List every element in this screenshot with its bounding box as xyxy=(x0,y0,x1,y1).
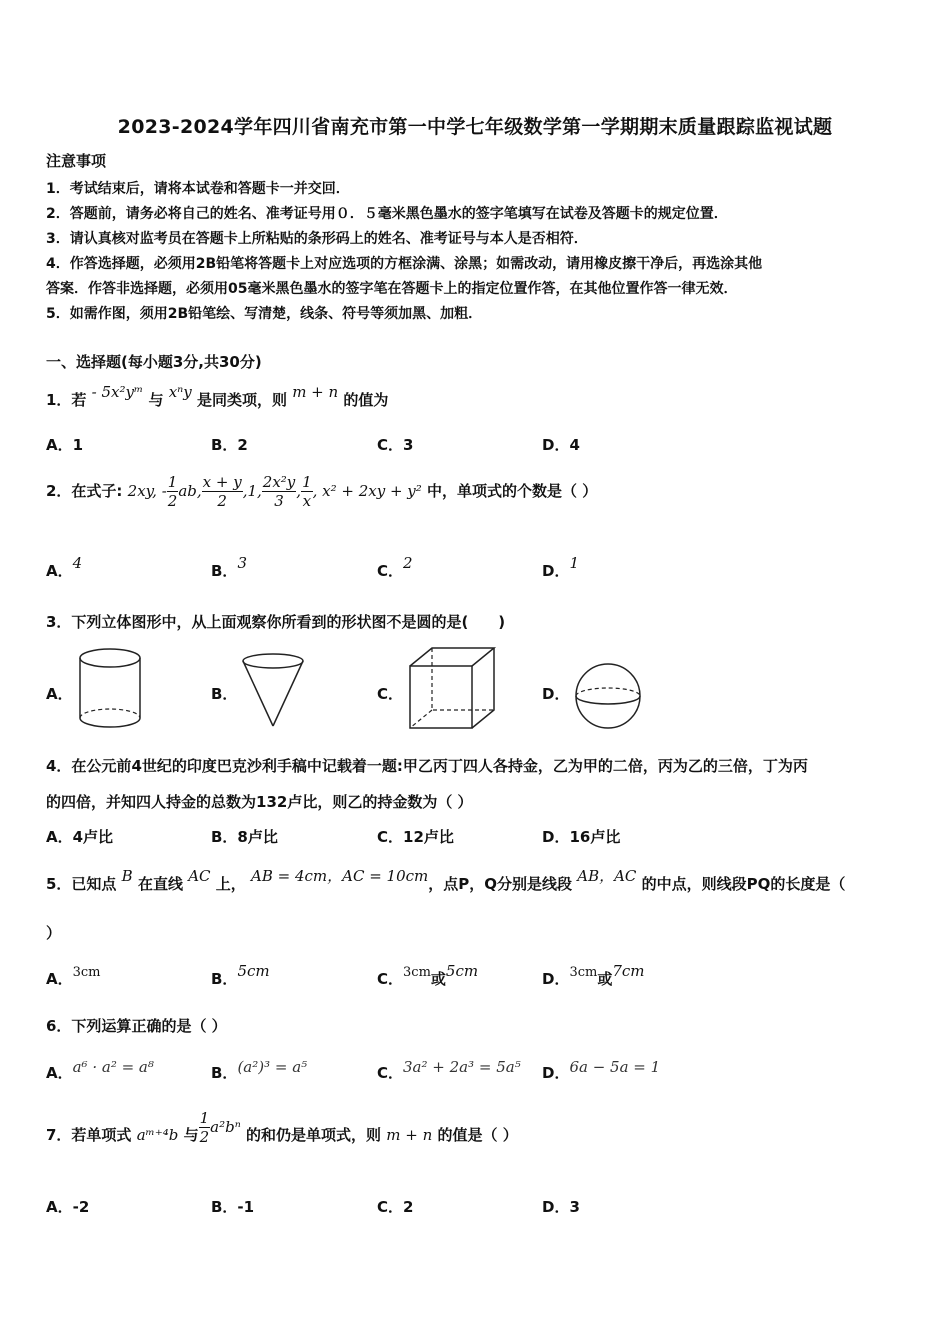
q3-option-a: A． xyxy=(46,685,73,703)
q5-text-2: 上， xyxy=(215,875,246,893)
q7-suffix: 的值是（ ） xyxy=(437,1126,518,1144)
question-6: 6．下列运算正确的是（ ） xyxy=(46,1017,227,1035)
q1-mid-2: 是同类项，则 xyxy=(196,391,287,409)
q2-suffix: 中，单项式的个数是（ ） xyxy=(427,482,598,500)
q5-option-c-value-2: 5cm xyxy=(445,962,479,980)
q7-expr-3: m + n xyxy=(386,1126,433,1144)
notice-line: 4．作答选择题，必须用2B铅笔将答题卡上对应选项的方框涂满、涂黑；如需改动，请用橡皮擦干净后，再选涂其他 xyxy=(46,256,763,272)
q4-option-a: A．4卢比 xyxy=(46,828,114,846)
q2-option-a-letter: A． xyxy=(46,562,73,580)
q3-option-b: B． xyxy=(211,685,238,703)
q2-expr-c: ,1, xyxy=(242,482,262,500)
notice-line: 答案．作答非选择题，必须用05毫米黑色墨水的签字笔在答题卡上的指定位置作答，在其他位置作答一律无效． xyxy=(46,281,738,297)
q4-option-c: C．12卢比 xyxy=(377,828,454,846)
q1-expr-1: - 5x²yᵐ xyxy=(91,383,144,401)
q6-option-a-value: a⁶ · a² = a⁸ xyxy=(72,1058,154,1076)
q6-option-b-letter: B． xyxy=(211,1064,238,1082)
q5-option-c-or: 或 xyxy=(430,970,446,988)
q2-option-b xyxy=(211,554,247,581)
question-4-line-1: 4．在公元前4世纪的印度巴克沙利手稿中记载着一题:甲乙丙丁四人各持金，乙为甲的二倍，丙为乙的三倍，丁为丙 xyxy=(46,757,808,775)
q2-option-b-letter: B． xyxy=(211,562,238,580)
q5-option-b-letter: B． xyxy=(211,970,238,988)
page-title: 2023-2024学年四川省南充市第一中学七年级数学第一学期期末质量跟踪监视试题 xyxy=(117,116,833,138)
question-5-line-2: ） xyxy=(46,924,62,942)
q2-option-b-value: 3 xyxy=(237,554,247,572)
q6-option-c-letter: C． xyxy=(377,1064,404,1082)
q5-prefix: 5．已知点 xyxy=(46,875,117,893)
notice-line: 1．考试结束后，请将本试卷和答题卡一并交回． xyxy=(46,181,350,197)
q2-f1-den: 2 xyxy=(167,492,178,510)
q2-option-d xyxy=(542,554,579,581)
q7-text-2: 的和仍是单项式，则 xyxy=(246,1126,382,1144)
q1-option-a: A．1 xyxy=(46,436,84,454)
q2-fraction-2 xyxy=(202,473,243,510)
q1-suffix: 的值为 xyxy=(343,391,389,409)
q5-segments: AB，AC xyxy=(577,867,637,885)
q2-expr-a: 2xy, - xyxy=(127,482,167,500)
question-4-line-2: 的四倍，并知四人持金的总数为132卢比，则乙的持金数为（ ） xyxy=(46,793,473,811)
question-5 xyxy=(46,867,846,894)
q7-option-b: B．-1 xyxy=(211,1198,255,1216)
q2-f4-num: 1 xyxy=(302,473,312,491)
q7-option-c: C．2 xyxy=(377,1198,414,1216)
q5-option-c xyxy=(377,962,479,989)
q6-option-b xyxy=(211,1058,308,1083)
q2-prefix: 2．在式子: xyxy=(46,482,123,500)
notice-line: 5．如需作图，须用2B铅笔绘、写清楚，线条、符号等须加黑、加粗． xyxy=(46,306,483,322)
question-2 xyxy=(46,473,597,510)
question-1 xyxy=(46,383,389,410)
q2-option-d-value: 1 xyxy=(569,554,579,572)
q1-mid-1: 与 xyxy=(148,391,164,409)
q2-f2-num: x + y xyxy=(202,473,242,491)
q7-f-den: 2 xyxy=(199,1128,210,1146)
q1-prefix: 1．若 xyxy=(46,391,87,409)
q6-option-b-value: (a²)³ = a⁵ xyxy=(237,1058,308,1076)
q6-option-d-letter: D． xyxy=(542,1064,570,1082)
notice-heading: 注意事项 xyxy=(46,152,107,170)
q4-option-d: D．16卢比 xyxy=(542,828,621,846)
q7-expr-2: a²bⁿ xyxy=(210,1118,241,1136)
q3-option-c: C． xyxy=(377,685,404,703)
q2-f4-den: x xyxy=(302,492,312,510)
q2-f1-num: 1 xyxy=(167,473,178,491)
q2-expr-d: , xyxy=(296,482,302,500)
q2-option-a xyxy=(46,554,83,581)
q1-option-b: B．2 xyxy=(211,436,248,454)
q5-point-b: B xyxy=(121,867,133,885)
q2-f3-num: 2x²y xyxy=(262,473,296,491)
q7-fraction xyxy=(199,1109,211,1146)
q6-option-a xyxy=(46,1058,154,1083)
cylinder-figure xyxy=(74,646,146,732)
q7-expr-1: aᵐ⁺⁴b xyxy=(136,1126,179,1144)
q5-option-c-letter: C． xyxy=(377,970,404,988)
q1-option-c: C．3 xyxy=(377,436,414,454)
question-3: 3．下列立体图形中，从上面观察你所看到的形状图不是圆的是( ) xyxy=(46,613,506,631)
q7-option-a: A．-2 xyxy=(46,1198,90,1216)
q5-line-ac: AC xyxy=(188,867,211,885)
q2-expr-e: , x² + 2xy + y² xyxy=(312,482,422,500)
q5-option-b xyxy=(211,962,270,989)
q1-expr-3: m + n xyxy=(292,383,339,401)
q2-fraction-1 xyxy=(167,473,179,510)
q4-option-b: B．8卢比 xyxy=(211,828,278,846)
q7-f-num: 1 xyxy=(199,1109,210,1127)
notice-line: 2．答题前，请务必将自己的姓名、准考证号用０．５毫米黑色墨水的签字笔填写在试卷及答题卡的规定位置． xyxy=(46,206,728,222)
q2-f2-den: 2 xyxy=(217,492,227,510)
q5-option-a-letter: A． xyxy=(46,970,73,988)
q5-option-d-or: 或 xyxy=(597,970,613,988)
q5-option-c-value-1: 3cm xyxy=(403,965,431,980)
q5-text-1: 在直线 xyxy=(137,875,183,893)
cube-figure xyxy=(406,644,498,732)
q2-fraction-3 xyxy=(262,473,297,510)
q2-f3-den: 3 xyxy=(274,492,284,510)
section-heading: 一、选择题(每小题3分,共30分) xyxy=(46,353,262,371)
q5-lengths: AB = 4cm，AC = 10cm xyxy=(250,867,429,885)
q7-prefix: 7．若单项式 xyxy=(46,1126,132,1144)
q1-expr-2: xⁿy xyxy=(168,383,192,401)
q5-option-d-value-2: 7cm xyxy=(612,962,645,980)
q6-option-a-letter: A． xyxy=(46,1064,73,1082)
cone-figure xyxy=(238,652,308,730)
q5-option-d-letter: D． xyxy=(542,970,570,988)
q2-fraction-4 xyxy=(301,473,313,510)
q6-option-c-value: 3a² + 2a³ = 5a⁵ xyxy=(403,1058,521,1076)
q5-option-a-value: 3cm xyxy=(72,965,101,980)
q7-option-d: D．3 xyxy=(542,1198,580,1216)
q5-text-4: 的中点，则线段PQ的长度是（ xyxy=(641,875,846,893)
q6-option-d-value: 6a − 5a = 1 xyxy=(569,1058,661,1076)
question-7 xyxy=(46,1109,518,1154)
q5-option-b-value: 5cm xyxy=(237,962,270,980)
q5-option-d-value-1: 3cm xyxy=(569,965,598,980)
q2-option-c xyxy=(377,554,413,581)
q7-mid: 与 xyxy=(183,1126,199,1144)
q6-option-c xyxy=(377,1058,521,1083)
sphere-figure xyxy=(572,660,644,732)
q2-option-d-letter: D． xyxy=(542,562,570,580)
q5-option-a xyxy=(46,965,101,989)
q3-option-d: D． xyxy=(542,685,570,703)
notice-line: 3．请认真核对监考员在答题卡上所粘贴的条形码上的姓名、准考证号与本人是否相符． xyxy=(46,231,588,247)
q2-option-a-value: 4 xyxy=(72,554,83,572)
q1-option-d: D．4 xyxy=(542,436,580,454)
q2-option-c-letter: C． xyxy=(377,562,404,580)
q2-option-c-value: 2 xyxy=(403,554,413,572)
q5-option-d xyxy=(542,962,645,989)
q6-option-d xyxy=(542,1058,661,1083)
q5-text-3: ，点P，Q分别是线段 xyxy=(428,875,572,893)
q2-expr-b: ab, xyxy=(178,482,202,500)
